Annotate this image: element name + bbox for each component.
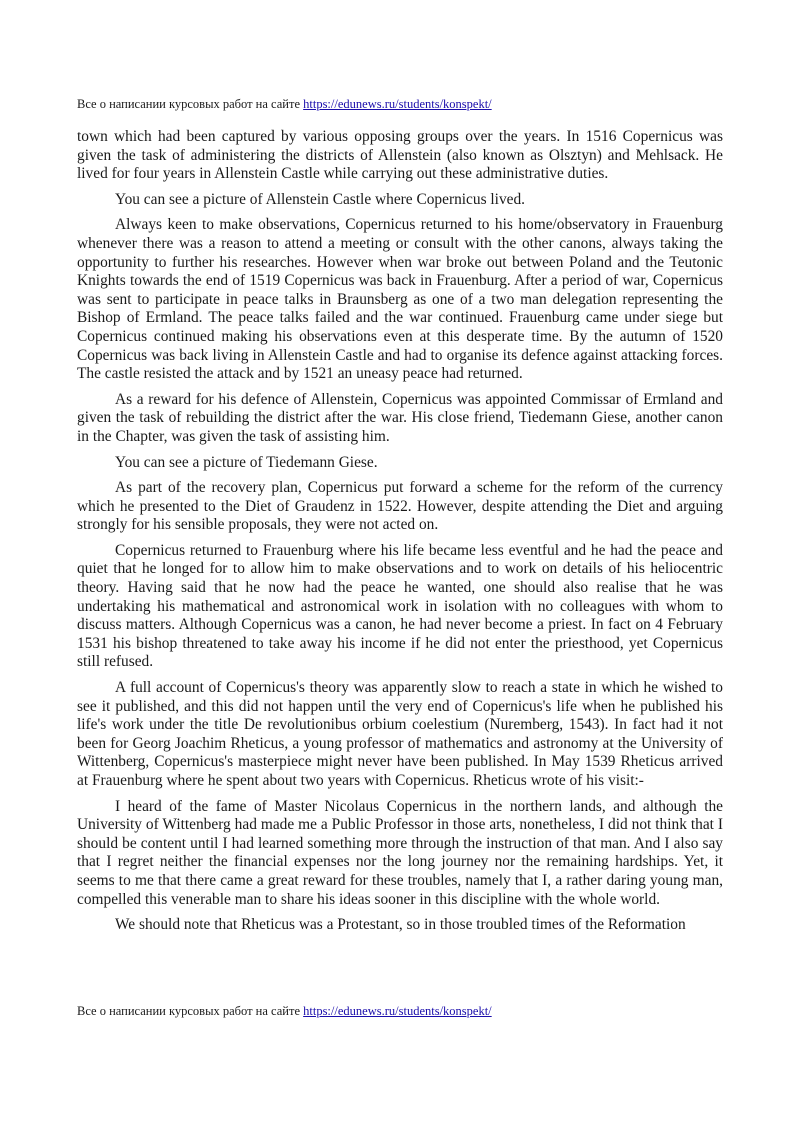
paragraph-continuation: town which had been captured by various opposing groups over the years. In 1516 Copernicus was given the task of administering the districts of Allenstein (also known as Olsztyn) and Mehlsack. He lived for four years in Allenstein Castle while carrying out these administrative duties.: [77, 128, 723, 183]
paragraph-rheticus-protestant: We should note that Rheticus was a Protestant, so in those troubled times of the Reformation: [115, 916, 686, 934]
page-header: [77, 96, 492, 112]
paragraph-currency-reform: As part of the recovery plan, Copernicus put forward a scheme for the reform of the currency which he presented to the Diet of Graudenz in 1522. However, despite attending the Diet and arguing strongly for his sensible proposals, they were not acted on.: [77, 479, 723, 534]
footer-link[interactable]: https://edunews.ru/students/konspekt/: [303, 1004, 492, 1018]
paragraph-commissar: As a reward for his defence of Allenstein, Copernicus was appointed Commissar of Ermland and given the task of rebuilding the district after the war. His close friend, Tiedemann Giese, another canon in the Chapter, was given the task of assisting him.: [77, 390, 723, 445]
paragraph-giese-picture: You can see a picture of Tiedemann Giese.: [115, 453, 378, 471]
paragraph-allenstein-picture: You can see a picture of Allenstein Castle where Copernicus lived.: [115, 190, 526, 208]
header-text: Все о написании курсовых работ на сайте: [77, 97, 300, 111]
paragraph-de-revolutionibus: A full account of Copernicus's theory was apparently slow to reach a state in which he wished to see it published, and this did not happen until the very end of Copernicus's life when he published his life's work under the title De revolutionibus orbium coelestium (Nuremberg, 1543). In fact had it not been for Georg Joachim Rheticus, a young professor of mathematics and astronomy at the University of Wittenberg, Copernicus's masterpiece might never have been published. In May 1539 Rheticus arrived at Frauenburg where he spent about two years with Copernicus. Rheticus wrote of his visit:-: [77, 679, 723, 789]
paragraph-rheticus-quote: I heard of the fame of Master Nicolaus Copernicus in the northern lands, and although the University of Wittenberg had made me a Public Professor in those arts, nonetheless, I did not think that I should be content until I had learned something more through the instruction of that man. And I also say that I regret neither the financial expenses nor the long journey nor the remaining hardships. Yet, it seems to me that there came a great reward for these troubles, namely that I, a rather daring young man, compelled this venerable man to share his ideas sooner in this discipline with the whole world.: [77, 797, 723, 908]
footer-text: Все о написании курсовых работ на сайте: [77, 1004, 300, 1018]
paragraph-frauenburg: Copernicus returned to Frauenburg where his life became less eventful and he had the peace and quiet that he longed for to allow him to make observations and to work on details of his heliocentric theory. Having said that he now had the peace he wanted, one should also realise that he was undertaking his mathematical and astronomical work in isolation with no colleagues with whom to discuss matters. Although Copernicus was a canon, he had never become a priest. In fact on 4 February 1531 his bishop threatened to take away his income if he did not enter the priesthood, yet Copernicus still refused.: [77, 541, 723, 671]
page-footer: [77, 1003, 492, 1019]
document-body: [77, 128, 723, 942]
header-link[interactable]: https://edunews.ru/students/konspekt/: [303, 97, 492, 111]
paragraph-observations: Always keen to make observations, Copernicus returned to his home/observatory in Frauenburg whenever there was a reason to attend a meeting or consult with the other canons, always taking the opportunity to further his researches. However when war broke out between Poland and the Teutonic Knights towards the end of 1519 Copernicus was back in Frauenburg. After a period of war, Copernicus was sent to participate in peace talks in Braunsberg as one of a two man delegation representing the Bishop of Ermland. The peace talks failed and the war continued. Frauenburg came under siege but Copernicus continued making his observations even at this desperate time. By the autumn of 1520 Copernicus was back living in Allenstein Castle and had to organise its defence against attacking forces. The castle resisted the attack and by 1521 an uneasy peace had returned.: [77, 216, 723, 383]
